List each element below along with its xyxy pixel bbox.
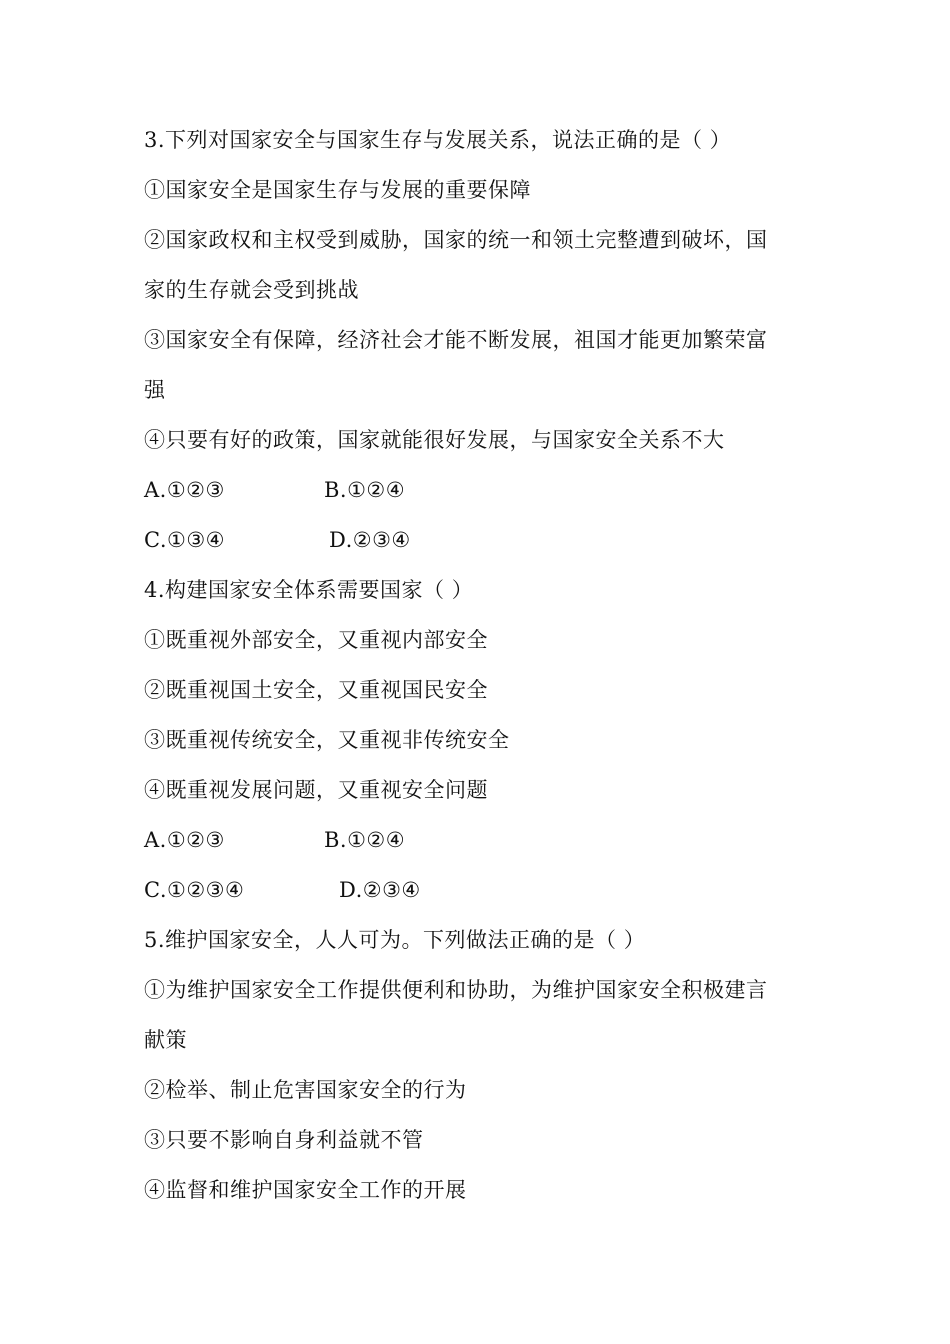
question-5-stem: 5.维护国家安全，人人可为。下列做法正确的是（ ） bbox=[144, 928, 646, 952]
question-3-stem: 3.下列对国家安全与国家生存与发展关系，说法正确的是（ ） bbox=[144, 128, 732, 152]
question-4-item-1: ①既重视外部安全，又重视内部安全 bbox=[144, 628, 488, 652]
question-4-item-4: ④既重视发展问题，又重视安全问题 bbox=[144, 778, 488, 802]
question-3-item-1: ①国家安全是国家生存与发展的重要保障 bbox=[144, 178, 531, 202]
question-4-option-d: D.②③④ bbox=[339, 878, 421, 902]
question-3-item-2: ②国家政权和主权受到威胁，国家的统一和领土完整遭到破坏，国 bbox=[144, 228, 768, 252]
question-3-option-b: B.①②④ bbox=[324, 478, 406, 502]
question-4-stem: 4.构建国家安全体系需要国家（ ） bbox=[144, 578, 474, 602]
question-5-item-4: ④监督和维护国家安全工作的开展 bbox=[144, 1178, 467, 1202]
question-3-options-row-2 bbox=[144, 515, 804, 565]
question-5-item-1: ①为维护国家安全工作提供便利和协助，为维护国家安全积极建言 bbox=[144, 978, 768, 1002]
question-3-item-2-continued: 家的生存就会受到挑战 bbox=[144, 278, 359, 302]
question-3-item-3: ③国家安全有保障，经济社会才能不断发展，祖国才能更加繁荣富 bbox=[144, 328, 768, 352]
question-4-option-b: B.①②④ bbox=[324, 828, 406, 852]
question-4-options-row-2 bbox=[144, 865, 804, 915]
question-5-item-3: ③只要不影响自身利益就不管 bbox=[144, 1128, 424, 1152]
question-3-item-4: ④只要有好的政策，国家就能很好发展，与国家安全关系不大 bbox=[144, 428, 725, 452]
question-4-options-row-1 bbox=[144, 815, 804, 865]
question-3-options-row-1 bbox=[144, 465, 804, 515]
question-4-option-a: A.①②③ bbox=[144, 828, 225, 852]
question-4-item-2: ②既重视国土安全，又重视国民安全 bbox=[144, 678, 488, 702]
question-5-item-1-continued: 献策 bbox=[144, 1028, 187, 1052]
document-content bbox=[144, 115, 804, 1215]
question-3-option-a: A.①②③ bbox=[144, 478, 225, 502]
question-5-item-2: ②检举、制止危害国家安全的行为 bbox=[144, 1078, 467, 1102]
question-4-option-c: C.①②③④ bbox=[144, 878, 245, 902]
question-3-option-d: D.②③④ bbox=[329, 528, 411, 552]
question-3-item-3-continued: 强 bbox=[144, 378, 166, 402]
question-3-option-c: C.①③④ bbox=[144, 528, 225, 552]
question-4-item-3: ③既重视传统安全，又重视非传统安全 bbox=[144, 728, 510, 752]
